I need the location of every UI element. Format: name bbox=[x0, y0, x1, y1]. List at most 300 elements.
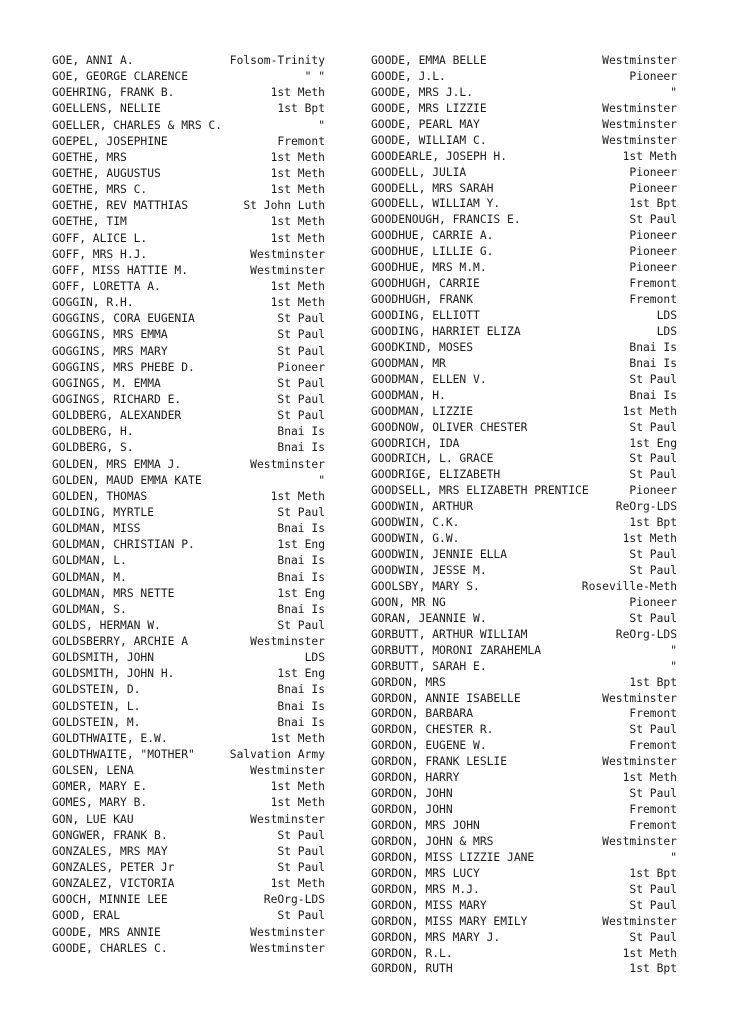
entry-church: ReOrg-LDS bbox=[615, 500, 677, 514]
entry-church: St Paul bbox=[629, 611, 677, 625]
entry-name: GORDON, MRS MARY J. bbox=[371, 930, 501, 944]
entry-church: LDS bbox=[656, 309, 677, 322]
directory-entry bbox=[52, 860, 325, 876]
directory-entry bbox=[52, 908, 325, 924]
directory-entry bbox=[52, 828, 325, 844]
directory-entry bbox=[371, 356, 677, 372]
entry-church: Westminster bbox=[602, 755, 677, 769]
directory-entry bbox=[52, 376, 325, 392]
entry-church: 1st Bpt bbox=[629, 962, 677, 976]
entry-church: 1st Meth bbox=[622, 149, 677, 163]
directory-entry bbox=[52, 360, 325, 376]
entry-name: GOODRICH, L. GRACE bbox=[371, 452, 494, 466]
entry-church: Westminster bbox=[250, 941, 325, 955]
directory-entry bbox=[52, 457, 325, 473]
entry-name: GOEPEL, JOSEPHINE bbox=[52, 134, 168, 148]
directory-entry bbox=[52, 570, 325, 586]
entry-church: Westminster bbox=[602, 101, 677, 115]
entry-name: GORDON, MRS bbox=[371, 675, 446, 689]
entry-church: Fremont bbox=[629, 739, 677, 753]
entry-church: St Paul bbox=[629, 548, 677, 562]
entry-name: GORBUTT, MORONI ZARAHEMLA bbox=[371, 643, 542, 657]
directory-entry bbox=[371, 627, 677, 643]
entry-church: Fremont bbox=[277, 134, 325, 148]
directory-entry bbox=[371, 898, 677, 914]
entry-name: GORAN, JEANNIE W. bbox=[371, 611, 487, 625]
entry-name: GON, LUE KAU bbox=[52, 812, 134, 826]
directory-entry bbox=[371, 212, 677, 228]
entry-church: LDS bbox=[656, 324, 677, 338]
entry-name: GOFF, ALICE L. bbox=[52, 231, 148, 245]
entry-name: GOEHRING, FRANK B. bbox=[52, 86, 175, 100]
entry-church: St Paul bbox=[277, 861, 325, 875]
directory-entry bbox=[371, 802, 677, 818]
directory-entry bbox=[371, 691, 677, 707]
directory-entry bbox=[371, 420, 677, 436]
directory-entry bbox=[371, 754, 677, 770]
entry-church: Bnai Is bbox=[629, 388, 677, 402]
entry-name: GOODE, EMMA BELLE bbox=[371, 54, 487, 67]
entry-church: Bnai Is bbox=[277, 683, 325, 697]
directory-entry bbox=[371, 467, 677, 483]
entry-name: GOODRIGE, ELIZABETH bbox=[371, 468, 501, 482]
entry-name: GOLDMAN, S. bbox=[52, 602, 127, 616]
directory-entry bbox=[52, 715, 325, 731]
directory-entry bbox=[371, 706, 677, 722]
directory-entry bbox=[52, 311, 325, 327]
directory-entry bbox=[371, 834, 677, 850]
entry-church: ReOrg-LDS bbox=[615, 627, 677, 641]
directory-entry bbox=[371, 643, 677, 659]
entry-church: 1st Meth bbox=[270, 215, 325, 229]
directory-entry bbox=[52, 424, 325, 440]
entry-name: GORDON, MRS M.J. bbox=[371, 882, 480, 896]
entry-church: St Paul bbox=[277, 844, 325, 858]
directory-entry bbox=[52, 747, 325, 763]
entry-name: GONGWER, FRANK B. bbox=[52, 828, 168, 842]
entry-church: 1st Bpt bbox=[629, 516, 677, 530]
directory-entry bbox=[371, 531, 677, 547]
directory-entry bbox=[371, 260, 677, 276]
entry-name: GORDON, BARBARA bbox=[371, 707, 474, 721]
entry-name: GORDON, RUTH bbox=[371, 962, 453, 976]
entry-name: GOGGINS, MRS EMMA bbox=[52, 328, 168, 342]
entry-church: 1st Meth bbox=[270, 780, 325, 794]
entry-church: LDS bbox=[304, 651, 325, 665]
entry-church: St Paul bbox=[629, 898, 677, 912]
entry-church: " bbox=[670, 659, 677, 673]
directory-entry bbox=[52, 505, 325, 521]
entry-church: St Paul bbox=[277, 328, 325, 342]
entry-church: Pioneer bbox=[629, 229, 677, 243]
entry-name: GOLDSBERRY, ARCHIE A bbox=[52, 635, 189, 649]
entry-church: Pioneer bbox=[629, 165, 677, 179]
directory-entry bbox=[52, 85, 325, 101]
entry-church: Pioneer bbox=[629, 181, 677, 195]
entry-name: GORBUTT, SARAH E. bbox=[371, 659, 487, 673]
entry-name: GOODKIND, MOSES bbox=[371, 340, 474, 354]
entry-church: Fremont bbox=[629, 819, 677, 832]
entry-name: GOETHE, MRS bbox=[52, 150, 127, 164]
entry-name: GOODSELL, MRS ELIZABETH PRENTICE bbox=[371, 484, 589, 498]
entry-church: Westminster bbox=[602, 691, 677, 705]
directory-entry bbox=[371, 961, 677, 977]
directory-entry bbox=[52, 473, 325, 489]
entry-church: 1st Meth bbox=[270, 877, 325, 891]
entry-name: GOLDSMITH, JOHN H. bbox=[52, 667, 175, 681]
entry-church: St Paul bbox=[629, 452, 677, 466]
entry-church: Westminster bbox=[602, 54, 677, 67]
directory-entry bbox=[52, 699, 325, 715]
directory-entry bbox=[371, 499, 677, 515]
directory-entry bbox=[52, 150, 325, 166]
entry-church: " bbox=[670, 643, 677, 657]
entry-name: GOODWIN, JESSE M. bbox=[371, 564, 487, 577]
directory-entry bbox=[52, 650, 325, 666]
entry-church: 1st Eng bbox=[629, 436, 677, 450]
entry-church: Pioneer bbox=[629, 595, 677, 609]
directory-entry bbox=[52, 134, 325, 150]
left-column bbox=[52, 53, 325, 957]
entry-church: Westminster bbox=[602, 117, 677, 131]
entry-church: 1st Meth bbox=[270, 183, 325, 197]
directory-entry bbox=[371, 611, 677, 627]
entry-name: GOODE, WILLIAM C. bbox=[371, 133, 487, 147]
entry-name: GOELLER, CHARLES & MRS C. bbox=[52, 118, 223, 132]
entry-name: GOGGINS, MRS MARY bbox=[52, 344, 168, 358]
entry-name: GOODE, PEARL MAY bbox=[371, 117, 480, 131]
entry-name: GOLDTHWAITE, E.W. bbox=[52, 731, 168, 745]
entry-church: Westminster bbox=[250, 263, 325, 277]
entry-church: 1st Meth bbox=[622, 404, 677, 418]
entry-church: 1st Meth bbox=[270, 231, 325, 245]
entry-church: Bnai Is bbox=[277, 715, 325, 729]
directory-entry bbox=[52, 634, 325, 650]
entry-church: Westminster bbox=[250, 635, 325, 649]
directory-entry bbox=[371, 292, 677, 308]
entry-church: Westminster bbox=[250, 925, 325, 939]
entry-church: St Paul bbox=[277, 618, 325, 632]
directory-entry bbox=[52, 295, 325, 311]
directory-entry bbox=[52, 892, 325, 908]
directory-entry bbox=[371, 770, 677, 786]
entry-name: GORDON, MRS JOHN bbox=[371, 819, 480, 832]
entry-name: GORDON, MISS MARY EMILY bbox=[371, 914, 528, 928]
entry-name: GOODHUE, LILLIE G. bbox=[371, 245, 494, 259]
directory-entry bbox=[52, 537, 325, 553]
entry-name: GONZALES, PETER Jr bbox=[52, 861, 175, 875]
entry-name: GOETHE, REV MATTHIAS bbox=[52, 199, 189, 213]
entry-name: GORDON, MISS MARY bbox=[371, 898, 487, 912]
entry-church: Bnai Is bbox=[277, 554, 325, 568]
entry-name: GOODWIN, G.W. bbox=[371, 532, 460, 546]
entry-name: GORDON, EUGENE W. bbox=[371, 739, 487, 753]
directory-entry bbox=[371, 579, 677, 595]
directory-entry bbox=[371, 324, 677, 340]
entry-name: GONZALES, MRS MAY bbox=[52, 844, 168, 858]
directory-entry bbox=[371, 722, 677, 738]
entry-church: Fremont bbox=[629, 277, 677, 291]
entry-name: GORDON, CHESTER R. bbox=[371, 723, 494, 737]
entry-name: GOLDEN, MRS EMMA J. bbox=[52, 457, 182, 471]
directory-entry bbox=[52, 392, 325, 408]
right-column bbox=[371, 53, 677, 977]
directory-entry bbox=[371, 388, 677, 404]
directory-entry bbox=[371, 69, 677, 85]
directory-entry bbox=[371, 117, 677, 133]
entry-church: St Paul bbox=[629, 213, 677, 227]
entry-name: GOODMAN, MR bbox=[371, 356, 446, 370]
directory-entry bbox=[371, 866, 677, 882]
directory-entry bbox=[371, 914, 677, 930]
directory-entry bbox=[371, 85, 677, 101]
entry-name: GOLDMAN, MISS bbox=[52, 522, 141, 536]
directory-entry bbox=[52, 489, 325, 505]
entry-name: GOODE, J.L. bbox=[371, 69, 446, 83]
directory-entry bbox=[52, 763, 325, 779]
directory-entry bbox=[52, 586, 325, 602]
entry-name: GOETHE, TIM bbox=[52, 215, 127, 229]
directory-entry bbox=[52, 521, 325, 537]
directory-entry bbox=[371, 595, 677, 611]
entry-church: Westminster bbox=[602, 133, 677, 147]
entry-church: St Paul bbox=[277, 376, 325, 390]
directory-entry bbox=[52, 666, 325, 682]
directory-entry bbox=[371, 133, 677, 149]
directory-entry bbox=[52, 682, 325, 698]
entry-name: GOLDSTEIN, D. bbox=[52, 683, 141, 697]
entry-church: Westminster bbox=[250, 764, 325, 778]
entry-name: GORDON, MRS LUCY bbox=[371, 866, 480, 880]
entry-name: GOELLENS, NELLIE bbox=[52, 102, 161, 116]
entry-name: GOGINGS, RICHARD E. bbox=[52, 392, 182, 406]
entry-church: " bbox=[318, 473, 325, 487]
entry-church: St Paul bbox=[629, 930, 677, 944]
entry-church: St Paul bbox=[277, 392, 325, 406]
directory-entry bbox=[52, 118, 325, 134]
directory-entry bbox=[52, 844, 325, 860]
entry-name: GOODNOW, OLIVER CHESTER bbox=[371, 420, 528, 434]
entry-name: GORDON, ANNIE ISABELLE bbox=[371, 691, 521, 705]
entry-church: 1st Meth bbox=[270, 296, 325, 310]
entry-name: GOODHUE, MRS M.M. bbox=[371, 261, 487, 275]
entry-name: GOFF, MISS HATTIE M. bbox=[52, 263, 189, 277]
entry-church: Bnai Is bbox=[277, 441, 325, 455]
entry-name: GOODWIN, ARTHUR bbox=[371, 500, 474, 514]
entry-name: GOODENOUGH, FRANCIS E. bbox=[371, 213, 521, 227]
entry-name: GOLDMAN, L. bbox=[52, 554, 127, 568]
directory-entry bbox=[52, 408, 325, 424]
entry-church: Folsom-Trinity bbox=[229, 54, 325, 67]
entry-name: GORDON, R.L. bbox=[371, 946, 453, 960]
directory-entry bbox=[371, 882, 677, 898]
directory-entry bbox=[371, 818, 677, 834]
entry-name: GORDON, JOHN & MRS bbox=[371, 834, 494, 848]
directory-entry bbox=[371, 451, 677, 467]
directory-entry bbox=[371, 404, 677, 420]
entry-church: 1st Meth bbox=[270, 796, 325, 810]
directory-entry bbox=[371, 786, 677, 802]
entry-name: GOODMAN, H. bbox=[371, 388, 446, 402]
directory-entry bbox=[52, 344, 325, 360]
entry-church: Bnai Is bbox=[277, 522, 325, 536]
entry-name: GOODRICH, IDA bbox=[371, 436, 460, 450]
entry-church: Westminster bbox=[250, 247, 325, 261]
directory-entry bbox=[52, 602, 325, 618]
entry-church: Fremont bbox=[629, 707, 677, 721]
entry-name: GONZALEZ, VICTORIA bbox=[52, 877, 175, 891]
entry-church: St Paul bbox=[629, 372, 677, 386]
entry-name: GOLDMAN, MRS NETTE bbox=[52, 586, 175, 600]
directory-entry bbox=[371, 547, 677, 563]
entry-name: GORBUTT, ARTHUR WILLIAM bbox=[371, 627, 528, 641]
directory-entry bbox=[371, 196, 677, 212]
entry-church: St Paul bbox=[629, 564, 677, 577]
entry-church: St Paul bbox=[277, 312, 325, 326]
entry-name: GOGGINS, CORA EUGENIA bbox=[52, 312, 195, 326]
entry-name: GOODEARLE, JOSEPH H. bbox=[371, 149, 508, 163]
entry-church: Salvation Army bbox=[229, 748, 325, 762]
entry-name: GOLDBERG, ALEXANDER bbox=[52, 409, 182, 423]
entry-church: 1st Bpt bbox=[629, 675, 677, 689]
entry-church: 1st Meth bbox=[622, 946, 677, 960]
entry-name: GOLDTHWAITE, "MOTHER" bbox=[52, 748, 195, 762]
entry-name: GOODMAN, LIZZIE bbox=[371, 404, 474, 418]
entry-church: Roseville-Meth bbox=[581, 579, 677, 593]
entry-church: St Paul bbox=[629, 468, 677, 482]
entry-name: GOLDMAN, M. bbox=[52, 570, 127, 584]
entry-church: Pioneer bbox=[629, 261, 677, 275]
directory-entry bbox=[52, 53, 325, 69]
directory-entry bbox=[371, 340, 677, 356]
entry-church: St Paul bbox=[629, 787, 677, 801]
entry-name: GOODWIN, JENNIE ELLA bbox=[371, 548, 508, 562]
entry-church: Westminster bbox=[250, 457, 325, 471]
entry-name: GOODE, MRS ANNIE bbox=[52, 925, 161, 939]
directory-entry bbox=[52, 231, 325, 247]
entry-name: GOMER, MARY E. bbox=[52, 780, 148, 794]
directory-entry bbox=[371, 149, 677, 165]
directory-entry bbox=[52, 101, 325, 117]
directory-entry bbox=[52, 812, 325, 828]
entry-name: GOODHUGH, CARRIE bbox=[371, 277, 480, 291]
entry-church: Bnai Is bbox=[277, 602, 325, 616]
directory-entry bbox=[52, 795, 325, 811]
entry-church: 1st Meth bbox=[622, 532, 677, 546]
entry-name: GOLSEN, LENA bbox=[52, 764, 134, 778]
entry-name: GOODING, HARRIET ELIZA bbox=[371, 324, 521, 338]
directory-entry bbox=[52, 327, 325, 343]
entry-church: 1st Meth bbox=[270, 166, 325, 180]
entry-church: " bbox=[318, 118, 325, 132]
entry-church: St Paul bbox=[277, 505, 325, 519]
entry-church: St Paul bbox=[277, 409, 325, 423]
entry-name: GORDON, JOHN bbox=[371, 803, 453, 817]
entry-name: GOGINGS, M. EMMA bbox=[52, 376, 161, 390]
directory-entry bbox=[52, 440, 325, 456]
entry-church: 1st Eng bbox=[277, 538, 325, 552]
entry-name: GOE, GEORGE CLARENCE bbox=[52, 70, 189, 84]
entry-church: Pioneer bbox=[629, 69, 677, 83]
directory-entry bbox=[52, 731, 325, 747]
directory-entry bbox=[371, 850, 677, 866]
entry-name: GORDON, JOHN bbox=[371, 787, 453, 801]
directory-entry bbox=[371, 101, 677, 117]
directory-entry bbox=[371, 563, 677, 579]
entry-church: St Paul bbox=[629, 723, 677, 737]
directory-entry bbox=[371, 276, 677, 292]
entry-church: St Paul bbox=[277, 828, 325, 842]
entry-church: Westminster bbox=[602, 834, 677, 848]
directory-entry bbox=[52, 166, 325, 182]
entry-church: " bbox=[670, 850, 677, 864]
entry-name: GOODELL, JULIA bbox=[371, 165, 467, 179]
directory-entry bbox=[371, 515, 677, 531]
entry-name: GOLDBERG, S. bbox=[52, 441, 134, 455]
entry-name: GOODHUGH, FRANK bbox=[371, 293, 474, 307]
entry-name: GOODE, CHARLES C. bbox=[52, 941, 168, 955]
directory-entry bbox=[371, 244, 677, 260]
entry-church: 1st Meth bbox=[270, 731, 325, 745]
entry-church: St Paul bbox=[629, 420, 677, 434]
entry-name: GOODING, ELLIOTT bbox=[371, 309, 480, 322]
entry-name: GOMES, MARY B. bbox=[52, 796, 148, 810]
directory-entry bbox=[371, 738, 677, 754]
entry-name: GOODHUE, CARRIE A. bbox=[371, 229, 494, 243]
directory-entry bbox=[371, 308, 677, 324]
entry-church: Westminster bbox=[250, 812, 325, 826]
directory-entry bbox=[52, 618, 325, 634]
directory-entry bbox=[52, 263, 325, 279]
entry-name: GOE, ANNI A. bbox=[52, 54, 134, 67]
entry-name: GOOLSBY, MARY S. bbox=[371, 579, 480, 593]
entry-church: 1st Bpt bbox=[629, 866, 677, 880]
entry-name: GOLDING, MYRTLE bbox=[52, 505, 155, 519]
entry-name: GORDON, FRANK LESLIE bbox=[371, 755, 508, 769]
entry-church: 1st Bpt bbox=[277, 102, 325, 116]
entry-name: GOLDSTEIN, L. bbox=[52, 699, 141, 713]
entry-name: GOETHE, MRS C. bbox=[52, 183, 148, 197]
entry-name: GOODMAN, ELLEN V. bbox=[371, 372, 487, 386]
entry-church: St John Luth bbox=[243, 199, 325, 213]
entry-name: GOODELL, WILLIAM Y. bbox=[371, 197, 501, 211]
directory-entry bbox=[371, 483, 677, 499]
entry-name: GOFF, MRS H.J. bbox=[52, 247, 148, 261]
entry-church: Bnai Is bbox=[277, 699, 325, 713]
entry-name: GOGGINS, MRS PHEBE D. bbox=[52, 360, 195, 374]
entry-name: GOETHE, AUGUSTUS bbox=[52, 166, 161, 180]
directory-entry bbox=[52, 247, 325, 263]
entry-name: GOOD, ERAL bbox=[52, 909, 121, 923]
directory-entry bbox=[52, 925, 325, 941]
entry-name: GOLDSMITH, JOHN bbox=[52, 651, 155, 665]
entry-name: GOLDMAN, CHRISTIAN P. bbox=[52, 538, 195, 552]
directory-entry bbox=[52, 779, 325, 795]
directory-entry bbox=[52, 876, 325, 892]
directory-entry bbox=[371, 675, 677, 691]
entry-church: 1st Meth bbox=[270, 150, 325, 164]
directory-entry bbox=[371, 930, 677, 946]
entry-church: 1st Meth bbox=[270, 489, 325, 503]
entry-church: 1st Meth bbox=[270, 279, 325, 293]
entry-church: St Paul bbox=[277, 909, 325, 923]
directory-entry bbox=[371, 946, 677, 962]
directory-entry bbox=[371, 228, 677, 244]
directory-entry bbox=[52, 198, 325, 214]
entry-name: GORDON, MISS LIZZIE JANE bbox=[371, 850, 535, 864]
entry-church: Bnai Is bbox=[629, 356, 677, 370]
entry-name: GOLDS, HERMAN W. bbox=[52, 618, 161, 632]
